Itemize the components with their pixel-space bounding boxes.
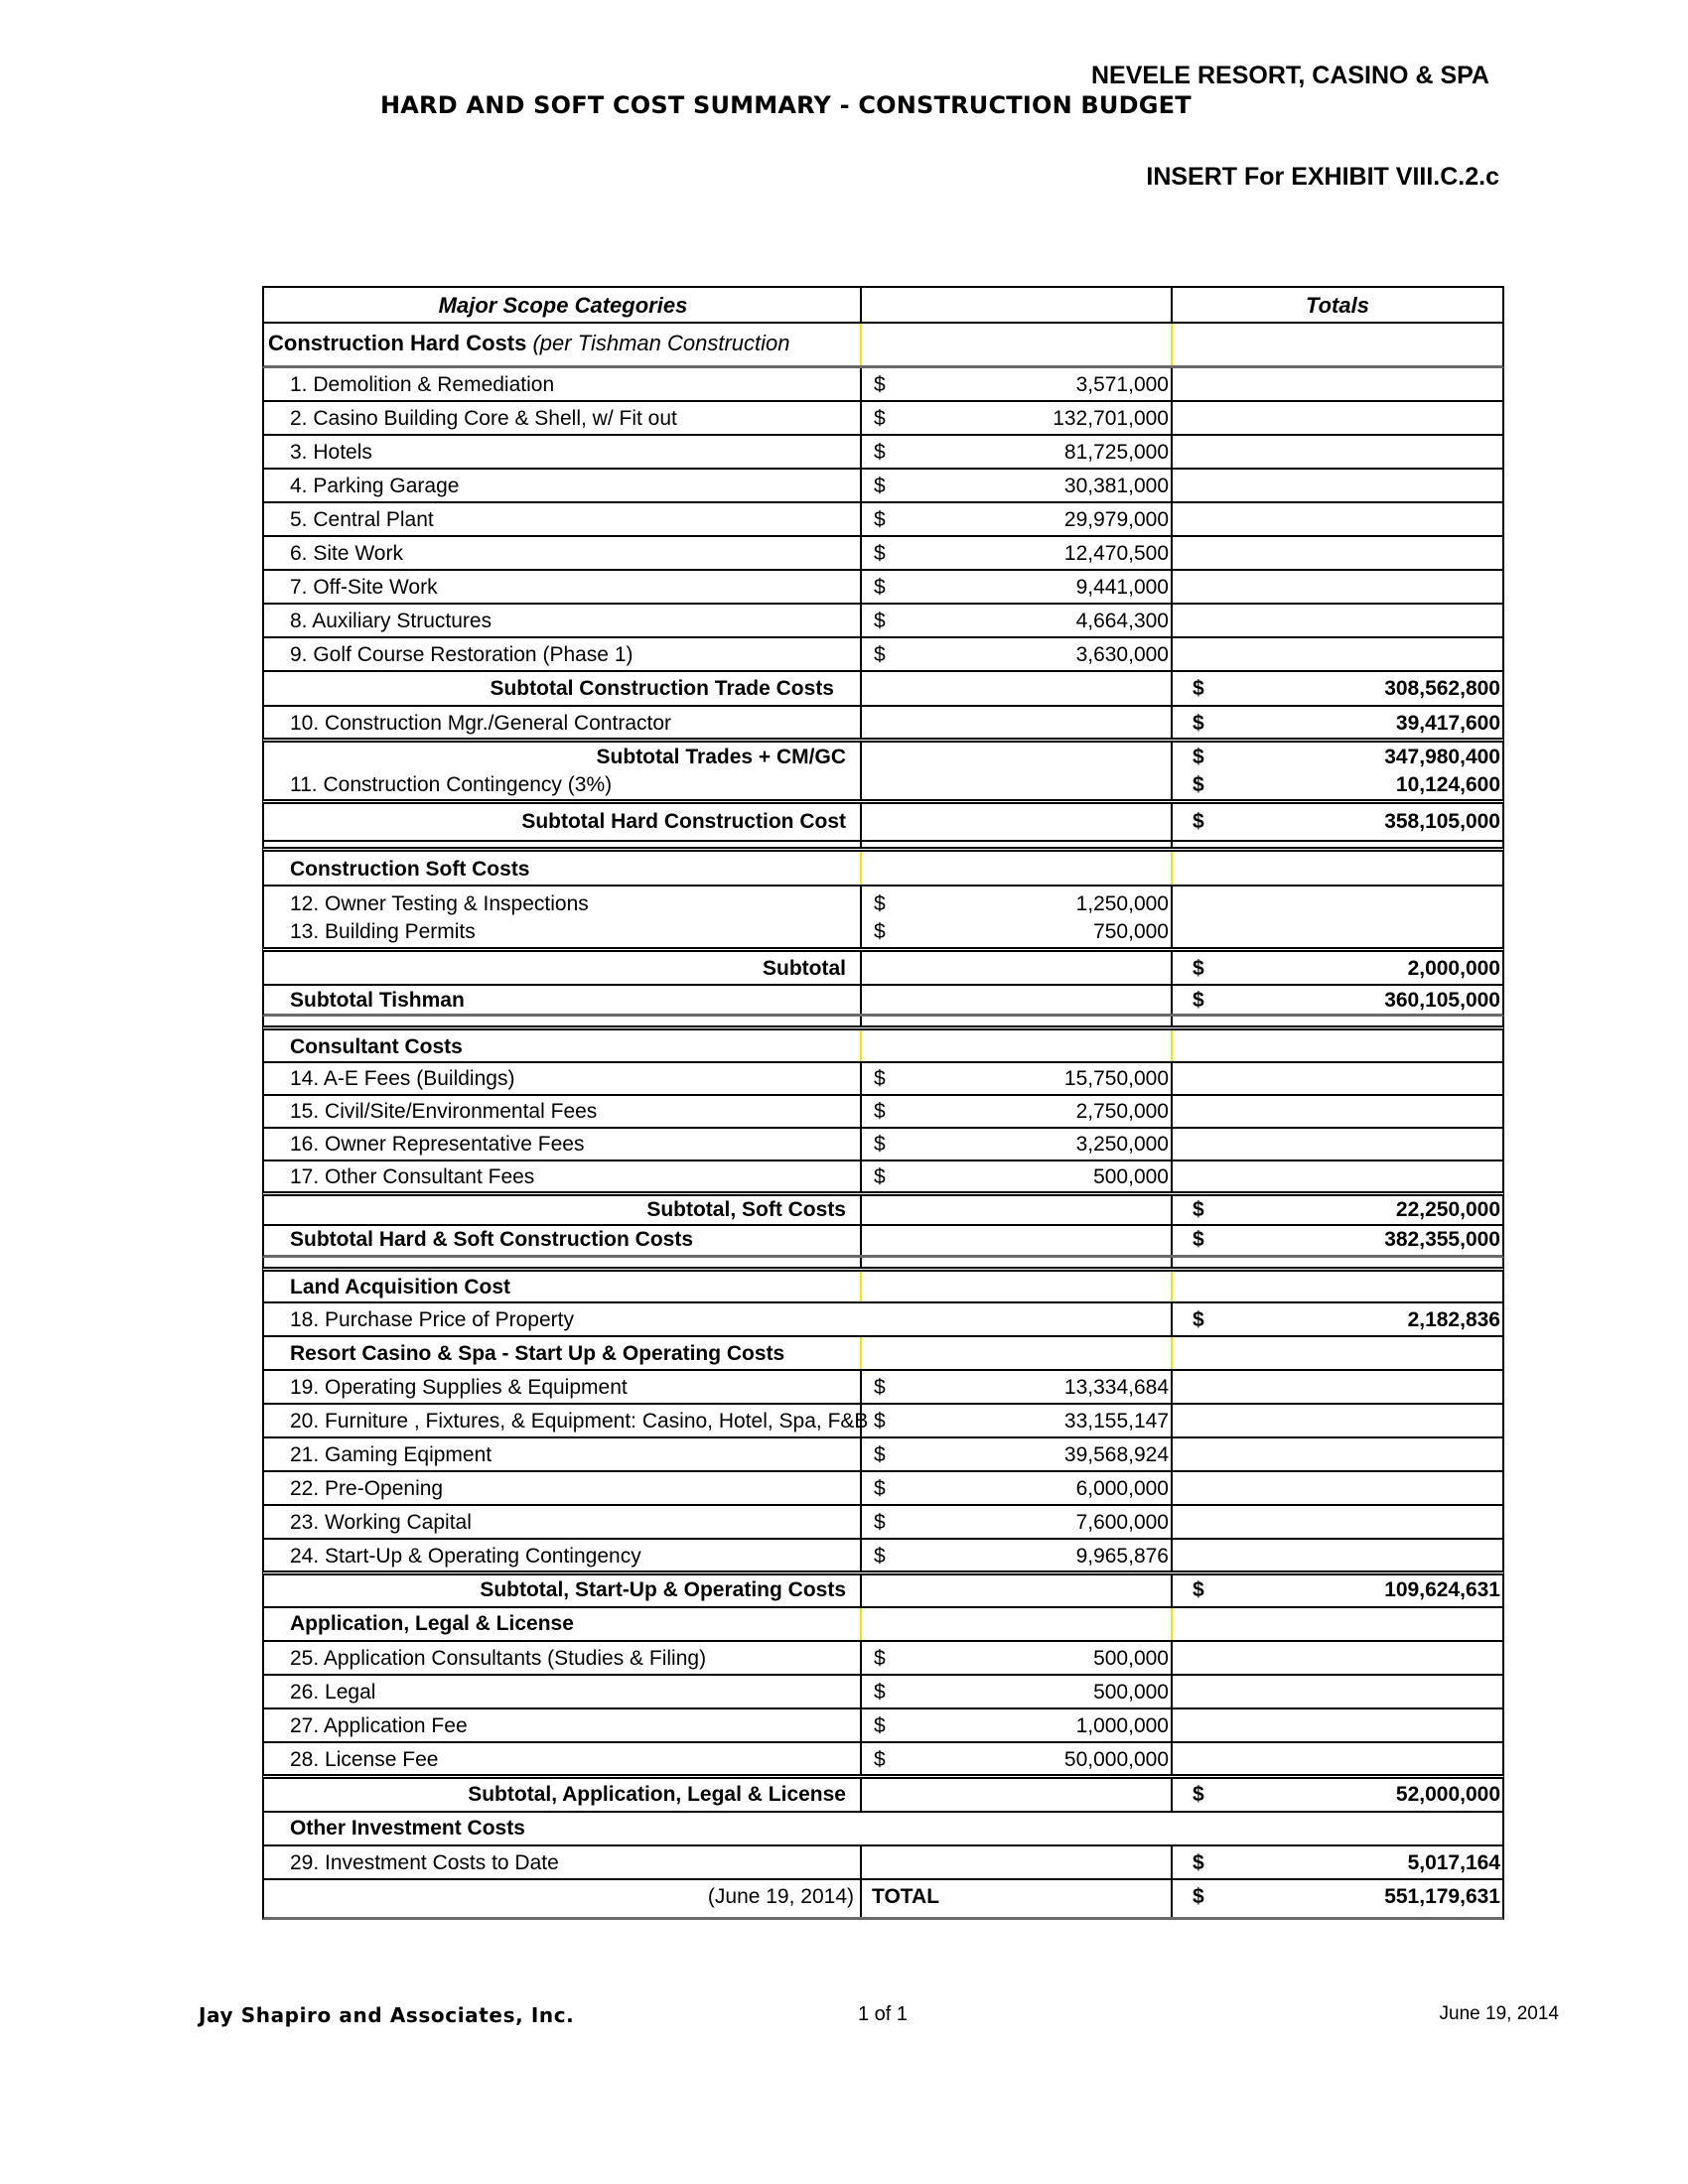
footer-company: Jay Shapiro and Associates, Inc. — [199, 2003, 575, 2027]
document-title: HARD AND SOFT COST SUMMARY - CONSTRUCTION BUDGET — [380, 91, 1192, 119]
subtotal-row — [262, 743, 1504, 804]
soft-subtotal-label: Subtotal — [763, 957, 846, 980]
line-item-label: 25. Application Consultants (Studies & Filing) — [290, 1647, 707, 1670]
subtotal-trades-cm-label: Subtotal Trades + CM/GC — [596, 746, 846, 768]
table-row — [262, 1709, 1504, 1743]
line-item-label: 29. Investment Costs to Date — [290, 1851, 559, 1874]
currency-symbol: $ — [874, 407, 886, 430]
line-item-label: 10. Construction Mgr./General Contractor — [290, 712, 672, 735]
subtotal-trades-cm-amount: 347,980,400 — [1384, 746, 1500, 768]
currency-symbol: $ — [874, 508, 886, 531]
header-major-scope-categories: Major Scope Categories — [438, 293, 688, 318]
line-item-amount: 29,979,000 — [1063, 508, 1169, 531]
contingency-label: 11. Construction Contingency (3%) — [290, 773, 613, 796]
section-header-other-investment — [262, 1813, 1504, 1846]
other-investment-title: Other Investment Costs — [290, 1817, 525, 1840]
table-row — [262, 571, 1504, 605]
line-item-amount: 39,568,924 — [1063, 1443, 1169, 1466]
currency-symbol: $ — [874, 373, 886, 396]
section-header-startup-operating — [262, 1337, 1504, 1371]
application-legal-title: Application, Legal & License — [290, 1612, 574, 1635]
line-item-amount: 2,750,000 — [1075, 1100, 1169, 1123]
currency-symbol: $ — [1193, 746, 1204, 768]
total-label: TOTAL — [872, 1885, 940, 1908]
line-item-amount: 33,155,147 — [1063, 1410, 1169, 1433]
table-row — [262, 1540, 1504, 1575]
total-amount: 551,179,631 — [1384, 1885, 1500, 1908]
line-item-amount: 3,250,000 — [1075, 1133, 1169, 1156]
footer-page-number: 1 of 1 — [858, 2003, 909, 2025]
table-row — [262, 470, 1504, 503]
table-row — [262, 1096, 1504, 1129]
currency-symbol: $ — [874, 1067, 886, 1090]
currency-symbol: $ — [874, 542, 886, 565]
company-name: NEVELE RESORT, CASINO & SPA — [1091, 62, 1489, 89]
currency-symbol: $ — [874, 1165, 886, 1188]
line-item-amount: 81,725,000 — [1063, 441, 1169, 464]
currency-symbol: $ — [1193, 1885, 1204, 1908]
table-row — [262, 1063, 1504, 1096]
line-item-label: 15. Civil/Site/Environmental Fees — [290, 1100, 598, 1123]
application-subtotal-label: Subtotal, Application, Legal & License — [468, 1783, 846, 1806]
currency-symbol: $ — [874, 441, 886, 464]
table-row — [262, 368, 1504, 402]
line-item-label: 28. License Fee — [290, 1748, 439, 1771]
subtotal-row — [262, 1226, 1504, 1258]
subtotal-row — [262, 1196, 1504, 1226]
currency-symbol: $ — [874, 610, 886, 632]
line-item-label: 20. Furniture , Fixtures, & Equipment: Casino, Hotel, Spa, F&B — [290, 1410, 869, 1433]
line-item-label: 23. Working Capital — [290, 1511, 472, 1534]
table-header-row — [262, 286, 1504, 324]
line-item-label: 16. Owner Representative Fees — [290, 1133, 585, 1156]
line-item-amount: 30,381,000 — [1063, 475, 1169, 497]
table-row — [262, 638, 1504, 672]
table-row — [262, 1642, 1504, 1676]
currency-symbol: $ — [1193, 677, 1204, 700]
purchase-price-amount: 2,182,836 — [1407, 1308, 1500, 1331]
header-totals: Totals — [1306, 293, 1369, 318]
line-item-amount: 500,000 — [1093, 1647, 1169, 1670]
line-item-label: 4. Parking Garage — [290, 475, 460, 497]
line-item-amount: 9,441,000 — [1075, 576, 1169, 599]
currency-symbol: $ — [1193, 957, 1204, 980]
startup-subtotal-label: Subtotal, Start-Up & Operating Costs — [480, 1578, 846, 1601]
line-item-label: 6. Site Work — [290, 542, 403, 565]
table-row — [262, 1676, 1504, 1709]
application-subtotal-amount: 52,000,000 — [1395, 1783, 1500, 1806]
line-item-amount: 39,417,600 — [1395, 712, 1500, 735]
line-item-label: 13. Building Permits — [290, 920, 476, 943]
subtotal-tishman-amount: 360,105,000 — [1384, 989, 1500, 1012]
currency-symbol: $ — [874, 1133, 886, 1156]
currency-symbol: $ — [874, 920, 886, 943]
exhibit-label: INSERT For EXHIBIT VIII.C.2.c — [1146, 163, 1499, 191]
line-item-label: 12. Owner Testing & Inspections — [290, 892, 589, 915]
land-acquisition-title: Land Acquisition Cost — [290, 1276, 511, 1298]
table-row — [262, 1405, 1504, 1438]
currency-symbol: $ — [874, 892, 886, 915]
section-header-soft-costs — [262, 852, 1504, 887]
soft-subtotal-amount: 2,000,000 — [1407, 957, 1500, 980]
line-item-amount: 1,250,000 — [1075, 892, 1169, 915]
table-row — [262, 436, 1504, 470]
subtotal-row — [262, 672, 1504, 707]
line-item-amount: 3,571,000 — [1075, 373, 1169, 396]
line-item-amount: 750,000 — [1093, 920, 1169, 943]
currency-symbol: $ — [874, 1410, 886, 1433]
line-item-amount: 6,000,000 — [1075, 1477, 1169, 1500]
subtotal-hard-amount: 358,105,000 — [1384, 810, 1500, 833]
currency-symbol: $ — [874, 475, 886, 497]
table-row — [262, 1303, 1504, 1337]
currency-symbol: $ — [874, 1647, 886, 1670]
currency-symbol: $ — [874, 1748, 886, 1771]
line-item-amount: 15,750,000 — [1063, 1067, 1169, 1090]
currency-symbol: $ — [874, 1511, 886, 1534]
table-row — [262, 605, 1504, 638]
line-item-amount: 1,000,000 — [1075, 1714, 1169, 1737]
currency-symbol: $ — [1193, 1308, 1204, 1331]
line-item-amount: 500,000 — [1093, 1165, 1169, 1188]
table-row — [262, 1846, 1504, 1880]
table-row — [262, 537, 1504, 571]
subtotal-row — [262, 1575, 1504, 1608]
section-header-land-acquisition — [262, 1272, 1504, 1303]
line-item-label: 18. Purchase Price of Property — [290, 1308, 574, 1331]
line-item-label: 5. Central Plant — [290, 508, 434, 531]
line-item-amount: 500,000 — [1093, 1681, 1169, 1704]
total-date: (June 19, 2014) — [707, 1885, 854, 1908]
subtotal-row — [262, 1779, 1504, 1813]
line-item-label: 9. Golf Course Restoration (Phase 1) — [290, 643, 633, 666]
line-item-amount: 9,965,876 — [1075, 1545, 1169, 1568]
consultant-subtotal-amount: 22,250,000 — [1395, 1198, 1500, 1221]
table-row — [262, 887, 1504, 952]
section-header-consultant-costs — [262, 1030, 1504, 1063]
currency-symbol: $ — [1193, 1783, 1204, 1806]
budget-table — [262, 286, 1504, 1920]
subtotal-tishman-label: Subtotal Tishman — [290, 989, 465, 1012]
line-item-label: 1. Demolition & Remediation — [290, 373, 555, 396]
total-row — [262, 1880, 1504, 1920]
table-row — [262, 1371, 1504, 1405]
subtotal-row — [262, 986, 1504, 1017]
table-row — [262, 1743, 1504, 1779]
line-item-label: 3. Hotels — [290, 441, 372, 464]
line-item-label: 24. Start-Up & Operating Contingency — [290, 1545, 641, 1568]
section-header-hard-costs — [262, 324, 1504, 368]
contingency-amount: 10,124,600 — [1395, 773, 1500, 796]
hard-costs-title: Construction Hard Costs — [268, 331, 527, 355]
line-item-label: 21. Gaming Eqipment — [290, 1443, 492, 1466]
currency-symbol: $ — [1193, 1851, 1204, 1874]
table-row — [262, 503, 1504, 537]
subtotal-row — [262, 952, 1504, 986]
section-header-application-legal — [262, 1608, 1504, 1642]
currency-symbol: $ — [1193, 1198, 1204, 1221]
hard-costs-source: (per Tishman Construction — [532, 331, 790, 355]
line-item-label: 19. Operating Supplies & Equipment — [290, 1376, 628, 1399]
consultant-costs-title: Consultant Costs — [290, 1035, 463, 1058]
currency-symbol: $ — [874, 1477, 886, 1500]
currency-symbol: $ — [1193, 810, 1204, 833]
line-item-label: 17. Other Consultant Fees — [290, 1165, 535, 1188]
subtotal-hard-label: Subtotal Hard Construction Cost — [521, 810, 846, 833]
currency-symbol: $ — [1193, 773, 1204, 796]
currency-symbol: $ — [874, 576, 886, 599]
table-row — [262, 1472, 1504, 1506]
line-item-label: 14. A-E Fees (Buildings) — [290, 1067, 515, 1090]
line-item-label: 27. Application Fee — [290, 1714, 468, 1737]
consultant-subtotal-label: Subtotal, Soft Costs — [646, 1198, 846, 1221]
subtotal-hard-soft-amount: 382,355,000 — [1384, 1228, 1500, 1251]
currency-symbol: $ — [874, 1681, 886, 1704]
startup-subtotal-amount: 109,624,631 — [1384, 1578, 1500, 1601]
line-item-amount: 3,630,000 — [1075, 643, 1169, 666]
currency-symbol: $ — [874, 1443, 886, 1466]
investment-to-date-amount: 5,017,164 — [1407, 1851, 1500, 1874]
table-row — [262, 1506, 1504, 1540]
line-item-label: 7. Off-Site Work — [290, 576, 438, 599]
table-row — [262, 1129, 1504, 1161]
currency-symbol: $ — [874, 643, 886, 666]
line-item-amount: 132,701,000 — [1053, 407, 1169, 430]
subtotal-trade-label: Subtotal Construction Trade Costs — [490, 677, 834, 700]
footer-date: June 19, 2014 — [1439, 2003, 1559, 2024]
subtotal-row — [262, 804, 1504, 842]
currency-symbol: $ — [874, 1545, 886, 1568]
table-row — [262, 402, 1504, 436]
currency-symbol: $ — [874, 1100, 886, 1123]
subtotal-hard-soft-label: Subtotal Hard & Soft Construction Costs — [290, 1228, 693, 1251]
table-row — [262, 1438, 1504, 1472]
line-item-label: 8. Auxiliary Structures — [290, 610, 492, 632]
line-item-label: 26. Legal — [290, 1681, 376, 1704]
line-item-amount: 12,470,500 — [1063, 542, 1169, 565]
currency-symbol: $ — [874, 1376, 886, 1399]
table-row — [262, 1161, 1504, 1196]
line-item-label: 2. Casino Building Core & Shell, w/ Fit out — [290, 407, 677, 430]
line-item-amount: 13,334,684 — [1063, 1376, 1169, 1399]
line-item-amount: 7,600,000 — [1075, 1511, 1169, 1534]
line-item-amount: 4,664,300 — [1075, 610, 1169, 632]
currency-symbol: $ — [1193, 1578, 1204, 1601]
currency-symbol: $ — [1193, 1228, 1204, 1251]
currency-symbol: $ — [874, 1714, 886, 1737]
subtotal-trade-amount: 308,562,800 — [1384, 677, 1500, 700]
startup-operating-title: Resort Casino & Spa - Start Up & Operating Costs — [290, 1342, 785, 1365]
line-item-label: 22. Pre-Opening — [290, 1477, 444, 1500]
table-row — [262, 707, 1504, 743]
soft-costs-title: Construction Soft Costs — [290, 858, 530, 881]
currency-symbol: $ — [1193, 712, 1204, 735]
line-item-amount: 50,000,000 — [1063, 1748, 1169, 1771]
currency-symbol: $ — [1193, 989, 1204, 1012]
